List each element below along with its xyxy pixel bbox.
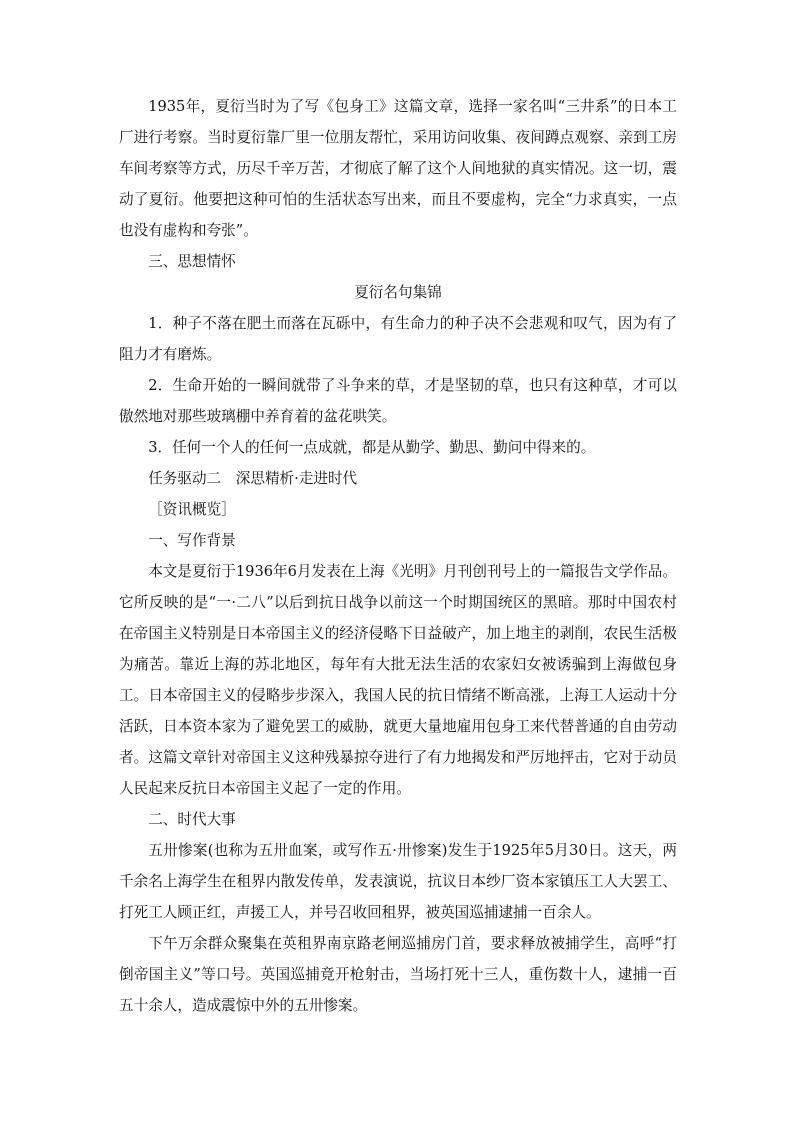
task-heading: 任务驱动二 深思精析·走进时代 [148, 470, 358, 487]
quote-item-2: 2．生命开始的一瞬间就带了斗争来的草，才是坚韧的草，也只有这种草，才可以傲然地对那些玻璃棚中养育着的盆花哄笑。 [119, 377, 677, 425]
events-paragraph-2: 下午万余群众聚集在英租界南京路老闸巡捕房门首，要求释放被捕学生，高呼“打倒帝国主义”等口号。英国巡捕竟开枪射击，当场打死十三人，重伤数十人，逮捕一百五十余人，造成震惊中外的五卅惨案。 [119, 935, 677, 1014]
info-overview-label: ［资讯概览］ [148, 501, 236, 518]
document-page [119, 91, 677, 1021]
section-heading-background: 一、写作背景 [148, 532, 236, 549]
intro-paragraph: 1935年，夏衍当时为了写《包身工》这篇文章，选择一家名叫“三井系”的日本工厂进行考察。当时夏衍靠厂里一位朋友帮忙，采用访问收集、夜间蹲点观察、亲到工房车间考察等方式，历尽千辛万苦，才彻底了解了这个人间地狱的真实情况。这一切，震动了夏衍。他要把这种可怕的生活状态写出来，而且不要虚构，完全“力求真实，一点也没有虚构和夸张”。 [119, 98, 677, 239]
section-heading-thoughts: 三、思想情怀 [148, 253, 236, 270]
background-paragraph: 本文是夏衍于1936年6月发表在上海《光明》月刊创刊号上的一篇报告文学作品。它所反映的是“一·二八”以后到抗日战争以前这一个时期国统区的黑暗。那时中国农村在帝国主义特别是日本帝国主义的经济侵略下日益破产，加上地主的剥削，农民生活极为痛苦。靠近上海的苏北地区，每年有大批无法生活的农家妇女被诱骗到上海做包身工。日本帝国主义的侵略步步深入，我国人民的抗日情绪不断高涨，上海工人运动十分活跃，日本资本家为了避免罢工的威胁，就更大量地雇用包身工来代替普通的自由劳动者。这篇文章针对帝国主义这种残暴掠夺进行了有力地揭发和严厉地抨击，它对于动员人民起来反抗日本帝国主义起了一定的作用。 [119, 563, 677, 797]
quote-item-1: 1．种子不落在肥土而落在瓦砾中，有生命力的种子决不会悲观和叹气，因为有了阻力才有磨炼。 [119, 315, 677, 363]
events-paragraph-1: 五卅惨案(也称为五卅血案，或写作五·卅惨案)发生于1925年5月30日。这天，两千余名上海学生在租界内散发传单，发表演说，抗议日本纱厂资本家镇压工人大罢工、打死工人顾正红，声援工人，并号召收回租界，被英国巡捕逮捕一百余人。 [119, 842, 677, 921]
section-heading-events: 二、时代大事 [148, 811, 236, 828]
quote-item-3: 3．任何一个人的任何一点成就，都是从勤学、勤思、勤问中得来的。 [148, 439, 596, 456]
quotes-title: 夏衍名句集锦 [354, 284, 442, 301]
